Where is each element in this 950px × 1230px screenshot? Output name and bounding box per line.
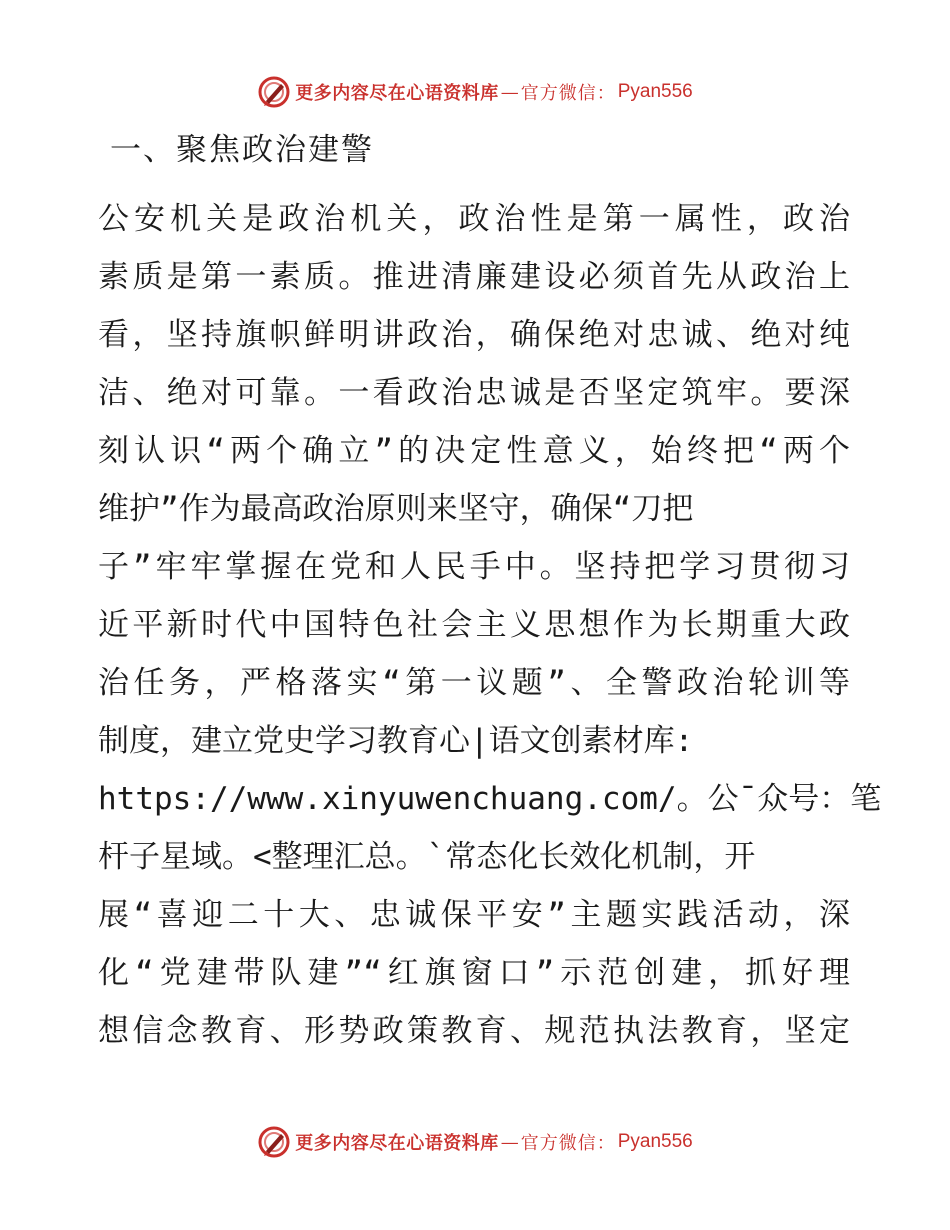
watermark-site-name: 更多内容尽在心语资料库 [295,1133,499,1154]
paragraph-line: 化“党建带队建”“红旗窗口”示范创建，抓好理 [98,955,850,991]
watermark-official-label: 官方微信： [520,83,616,104]
paragraph-line: 公安机关是政治机关，政治性是第一属性，政治 [98,201,850,237]
paragraph-line: 素质是第一素质。推进清廉建设必须首先从政治上 [98,259,850,295]
header-watermark-banner [0,72,950,112]
watermark-wechat-id: Pyan556 [617,81,693,102]
paragraph-line: 近平新时代中国特色社会主义思想作为长期重大政 [98,607,850,643]
paragraph-line: 子”牢牢掌握在党和人民手中。坚持把学习贯彻习 [98,549,850,585]
footer-watermark-banner [0,1122,950,1162]
watermark-official-label: 官方微信： [520,1133,616,1154]
paragraph-line: 展“喜迎二十大、忠诚保平安”主题实践活动，深 [98,897,850,933]
body-paragraph [98,190,882,1060]
paragraph-line: 洁、绝对可靠。一看政治忠诚是否坚定筑牢。要深 [98,375,850,411]
watermark-separator: — [500,81,519,103]
paragraph-line: https://www.xinyuwenchuang.com/。公¯众号：笔 [98,781,882,817]
pen-circle-logo-icon [257,1125,291,1159]
paragraph-line: 杆子星域。<整理汇总。`常态化长效化机制，开 [98,839,756,875]
section-heading: 一、聚焦政治建警 [110,132,374,168]
watermark-wechat-id: Pyan556 [617,1131,693,1152]
paragraph-line: 刻认识“两个确立”的决定性意义，始终把“两个 [98,433,850,469]
watermark-site-name: 更多内容尽在心语资料库 [295,83,499,104]
paragraph-line: 想信念教育、形势政策教育、规范执法教育，坚定 [98,1013,850,1049]
paragraph-line: 维护”作为最高政治原则来坚守，确保“刀把 [98,491,694,527]
pen-circle-logo-icon [257,75,291,109]
paragraph-line: 治任务，严格落实“第一议题”、全警政治轮训等 [98,665,850,701]
paragraph-line: 制度，建立党史学习教育心|语文创素材库: [98,723,694,759]
paragraph-line: 看，坚持旗帜鲜明讲政治，确保绝对忠诚、绝对纯 [98,317,850,353]
watermark-separator: — [500,1131,519,1153]
